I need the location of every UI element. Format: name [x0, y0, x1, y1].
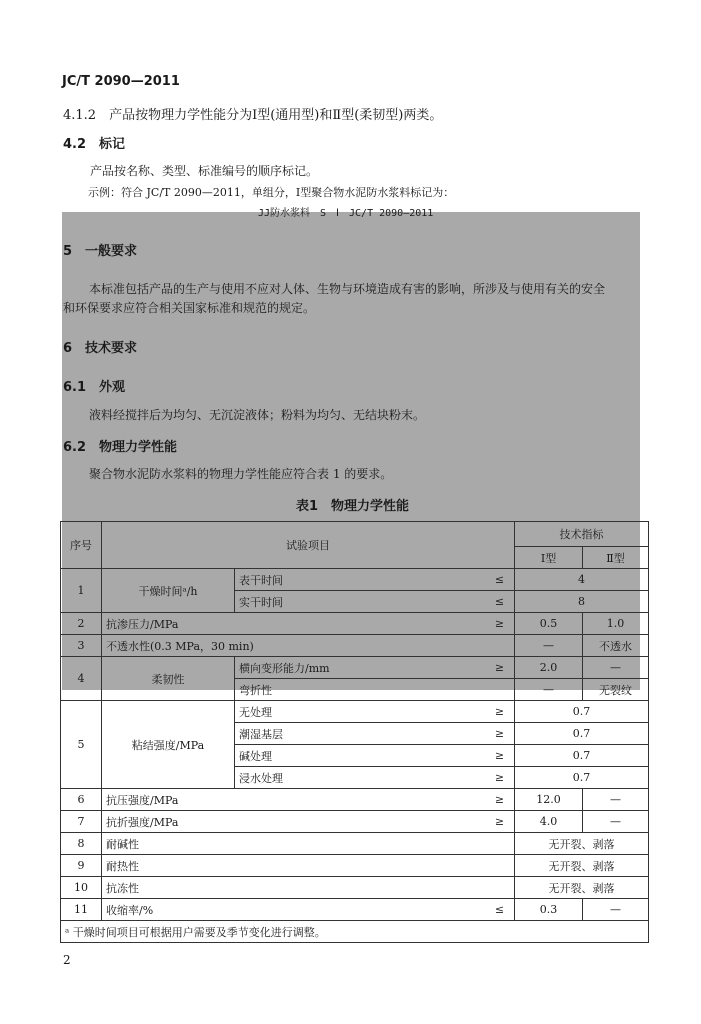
row-subitem: 横向变形能力/mm: [235, 657, 456, 679]
row-item: 耐热性: [102, 855, 515, 877]
row-type1-value: 12.0: [515, 789, 583, 811]
row-type2-value: —: [583, 811, 649, 833]
row-item: 耐碱性: [102, 833, 515, 855]
row-item: 抗折强度/MPa: [102, 811, 456, 833]
row-operator: ≥: [456, 657, 515, 679]
row-operator: ≥: [456, 613, 515, 635]
heading-6-1: 6.1 外观: [63, 380, 126, 395]
row-subitem: 表干时间: [235, 569, 456, 591]
row-item: 抗压强度/MPa: [102, 789, 456, 811]
para-6-1: 液料经搅拌后为均匀、无沉淀液体；粉料为均匀、无结块粉末。: [89, 408, 426, 422]
row-item: 柔韧性: [102, 657, 235, 701]
marking-description: 产品按名称、类型、标准编号的顺序标记。: [90, 164, 319, 178]
row-no: 9: [61, 855, 102, 877]
table-caption: 表1 物理力学性能: [296, 499, 410, 514]
para-6-2: 聚合物水泥防水浆料的物理力学性能应符合表 1 的要求。: [89, 467, 393, 481]
row-operator: ≥: [456, 701, 515, 723]
row-no: 8: [61, 833, 102, 855]
row-item: 干燥时间ᵃ/h: [102, 569, 235, 613]
row-no: 4: [61, 657, 102, 701]
row-item: 抗冻性: [102, 877, 515, 899]
heading-5: 5 一般要求: [63, 244, 138, 259]
table-row: [61, 833, 649, 855]
col-no-header: 序号: [61, 522, 102, 569]
row-no: 11: [61, 899, 102, 921]
row-item: 粘结强度/MPa: [102, 701, 235, 789]
row-type2-value: 不透水: [583, 635, 649, 657]
row-type2-value: 无裂纹: [583, 679, 649, 701]
para-5-line2: 和环保要求应符合相关国家标准和规范的规定。: [63, 301, 316, 315]
row-subitem: 弯折性: [235, 679, 515, 701]
row-value: 0.7: [515, 767, 649, 789]
row-value: 0.7: [515, 745, 649, 767]
row-operator: ≤: [456, 899, 515, 921]
row-item: 抗渗压力/MPa: [102, 613, 456, 635]
row-item: 不透水性(0.3 MPa，30 min): [102, 635, 515, 657]
table-footnote-row: [61, 921, 649, 943]
table-row: [61, 569, 649, 591]
row-operator: ≥: [456, 767, 515, 789]
table-row: [61, 877, 649, 899]
row-operator: ≥: [456, 811, 515, 833]
col-spec-header: 技术指标: [515, 522, 649, 547]
row-type1-value: 0.5: [515, 613, 583, 635]
row-value: 0.7: [515, 701, 649, 723]
row-value: 无开裂、剥落: [515, 833, 649, 855]
row-type1-value: 0.3: [515, 899, 583, 921]
row-type2-value: —: [583, 899, 649, 921]
row-type1-value: —: [515, 635, 583, 657]
clause-4-1-2: 4.1.2 产品按物理力学性能分为Ⅰ型(通用型)和Ⅱ型(柔韧型)两类。: [63, 108, 443, 123]
row-operator: ≤: [456, 591, 515, 613]
table-row: [61, 855, 649, 877]
row-subitem: 无处理: [235, 701, 456, 723]
col-item-header: 试验项目: [102, 522, 515, 569]
table-header-row: [61, 522, 649, 547]
row-no: 2: [61, 613, 102, 635]
table-row: [61, 657, 649, 679]
row-operator: ≥: [456, 789, 515, 811]
row-no: 3: [61, 635, 102, 657]
table-row: [61, 613, 649, 635]
row-no: 6: [61, 789, 102, 811]
row-type1-value: —: [515, 679, 583, 701]
row-type2-value: 1.0: [583, 613, 649, 635]
row-subitem: 碱处理: [235, 745, 456, 767]
col-type1-header: Ⅰ型: [515, 547, 583, 569]
row-subitem: 浸水处理: [235, 767, 456, 789]
row-no: 5: [61, 701, 102, 789]
page-number: 2: [63, 953, 71, 967]
heading-6: 6 技术要求: [63, 341, 138, 356]
row-value: 8: [515, 591, 649, 613]
table-footnote: ᵃ 干燥时间项目可根据用户需要及季节变化进行调整。: [61, 921, 649, 943]
para-5-line1: 本标准包括产品的生产与使用不应对人体、生物与环境造成有害的影响，所涉及与使用有关的安全: [89, 282, 606, 296]
row-type1-value: 2.0: [515, 657, 583, 679]
standard-header: JC/T 2090—2011: [62, 74, 180, 89]
row-type2-value: —: [583, 789, 649, 811]
row-item: 收缩率/%: [102, 899, 456, 921]
col-type2-header: Ⅱ型: [583, 547, 649, 569]
properties-table: [60, 521, 649, 943]
row-no: 1: [61, 569, 102, 613]
table-row: [61, 899, 649, 921]
row-value: 4: [515, 569, 649, 591]
example-label: 示例：符合 JC/T 2090—2011，单组分，Ⅰ型聚合物水泥防水浆料标记为：: [88, 186, 455, 199]
row-operator: ≥: [456, 745, 515, 767]
table-row: [61, 635, 649, 657]
row-value: 无开裂、剥落: [515, 877, 649, 899]
row-operator: ≥: [456, 723, 515, 745]
example-marking: JJ防水浆料 S Ⅰ JC/T 2090—2011: [258, 208, 434, 219]
row-no: 7: [61, 811, 102, 833]
row-subitem: 潮湿基层: [235, 723, 456, 745]
heading-6-2: 6.2 物理力学性能: [63, 440, 178, 455]
row-operator: ≤: [456, 569, 515, 591]
row-no: 10: [61, 877, 102, 899]
row-value: 无开裂、剥落: [515, 855, 649, 877]
table-row: [61, 701, 649, 723]
row-value: 0.7: [515, 723, 649, 745]
row-type2-value: —: [583, 657, 649, 679]
heading-4-2: 4.2 标记: [63, 137, 126, 152]
row-subitem: 实干时间: [235, 591, 456, 613]
table-row: [61, 789, 649, 811]
table-row: [61, 811, 649, 833]
row-type1-value: 4.0: [515, 811, 583, 833]
